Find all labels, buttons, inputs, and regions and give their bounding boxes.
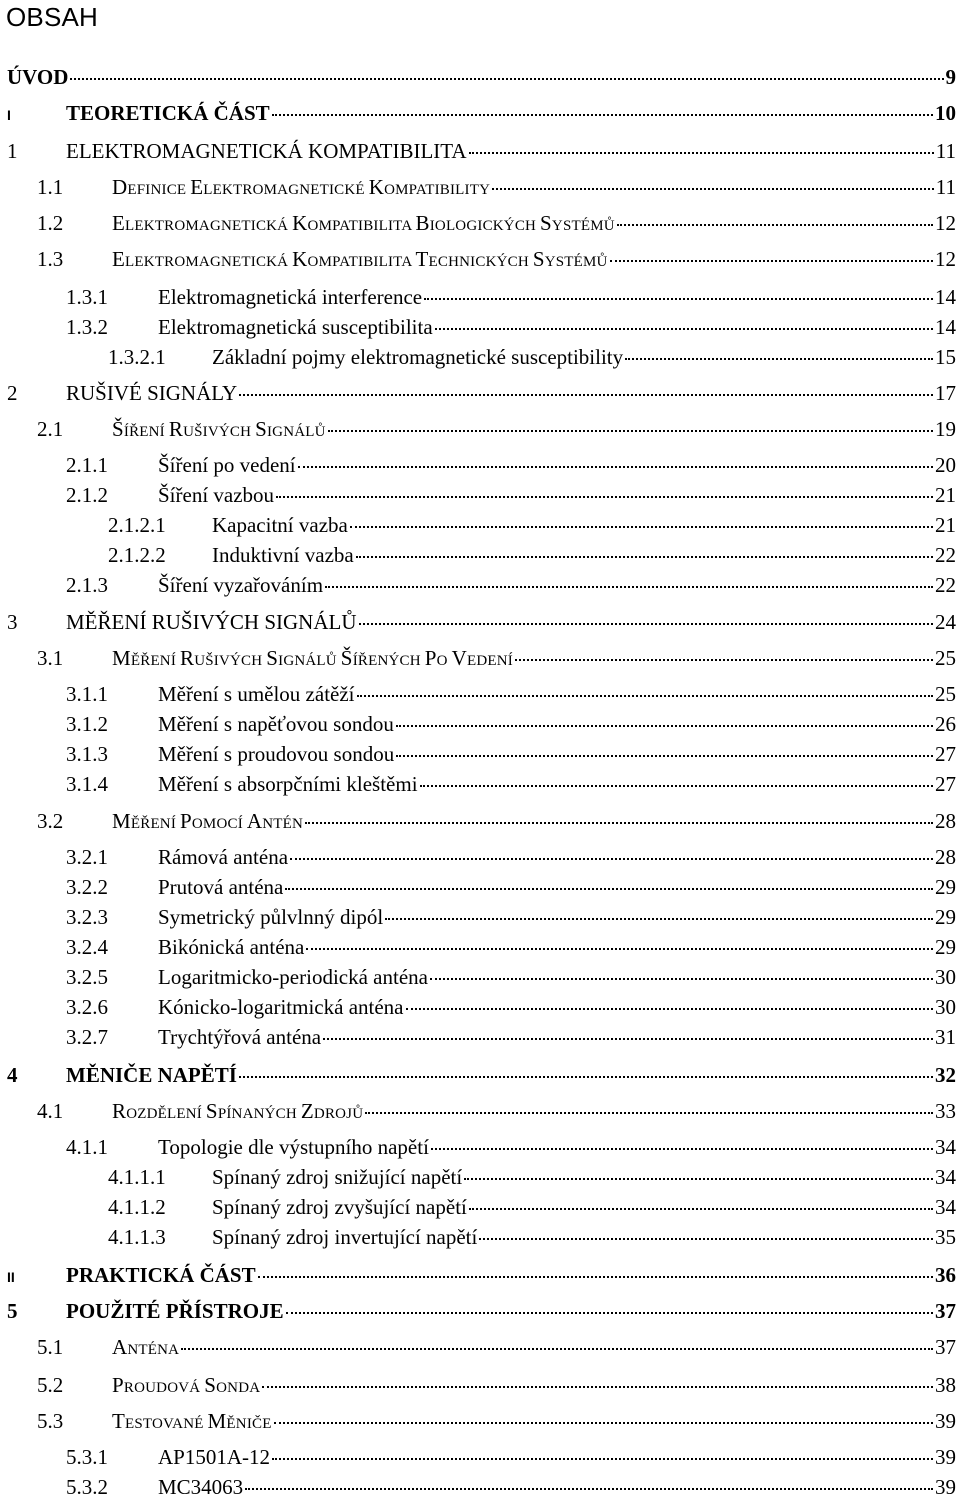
toc-entry-page: 35 [935,1225,956,1249]
dot-leader [181,1348,933,1350]
toc-entry[interactable] [37,806,956,836]
dot-leader [357,695,933,697]
toc-entry-title: Měření s proudovou sondou [158,742,395,766]
toc-entry[interactable] [7,378,956,408]
toc-entry-title: Šíření po vedení [158,453,296,477]
toc-entry-page: 12 [935,211,956,235]
toc-entry[interactable] [37,1096,956,1126]
dot-leader [617,224,933,226]
toc-entry-title: MC34063 [158,1475,244,1499]
toc-entry-page: 30 [935,965,956,989]
dot-leader [492,188,934,190]
toc-entry-page: 27 [935,742,956,766]
toc-entry-page: 36 [935,1263,956,1287]
toc-entry-page: 39 [935,1475,956,1499]
toc-entry-title: Měření s napěťovou sondou [158,712,394,736]
toc-entry[interactable] [7,62,956,92]
dot-leader [396,755,933,757]
dot-leader [323,1038,933,1040]
toc-entry-number: 2.1.2.2 [108,543,166,567]
toc-entry[interactable] [108,540,956,570]
toc-entry-number: 3.2.4 [66,935,108,959]
toc-entry-page: 34 [935,1165,956,1189]
toc-entry-page: 34 [935,1195,956,1219]
dot-leader [262,1386,933,1388]
toc-entry[interactable] [37,1332,956,1362]
toc-entry-title: Logaritmicko-periodická anténa [158,965,428,989]
toc-entry[interactable] [37,1406,956,1436]
dot-leader [610,260,933,262]
toc-entry-title: Topologie dle výstupního napětí [158,1135,429,1159]
toc-entry[interactable] [66,312,956,342]
toc-entry-page: 14 [935,285,956,309]
toc-entry-page: 22 [935,573,956,597]
toc-entry-page: 11 [935,139,956,163]
toc-entry-page: 24 [935,610,956,634]
toc-entry-title: Elektromagnetická susceptibilita [158,315,433,339]
dot-leader [469,1208,933,1210]
toc-entry-page: 31 [935,1025,956,1049]
toc-entry-page: 39 [935,1445,956,1469]
toc-entry[interactable] [108,1162,956,1192]
toc-entry-number: I [7,107,11,123]
toc-entry-page: 17 [935,381,956,405]
toc-entry-number: 1.3.2 [66,315,108,339]
toc-entry-number: 4.1.1 [66,1135,108,1159]
toc-entry[interactable] [66,992,956,1022]
toc-entry-page: 27 [935,772,956,796]
toc-entry-title: Spínaný zdroj invertující napětí [212,1225,478,1249]
dot-leader [328,430,933,432]
toc-entry-number: 3.2.3 [66,905,108,929]
toc-entry[interactable] [7,607,956,637]
dot-leader [359,623,933,625]
toc-entry-page: 38 [935,1373,956,1397]
toc-entry[interactable] [108,1192,956,1222]
toc-entry-number: 4 [7,1063,18,1087]
toc-entry-title: Rámová anténa [158,845,289,869]
page-title: OBSAH [6,2,99,32]
toc-entry-number: 2.1.2.1 [108,513,166,537]
toc-entry-number: 4.1.1.2 [108,1195,166,1219]
toc-entry[interactable] [108,342,956,372]
toc-entry-title: Kónicko-logaritmická anténa [158,995,404,1019]
dot-leader [239,1076,933,1078]
toc-entry-page: 33 [935,1099,956,1123]
toc-entry-title: Měření s umělou zátěží [158,682,355,706]
toc-entry-number: 1.1 [37,175,64,199]
toc-entry-title: MĚŘENÍ RUŠIVÝCH SIGNÁLŮ ŠÍŘENÝCH PO VEDENÍ [112,646,513,670]
dot-leader [272,114,933,116]
toc-entry-number: 3 [7,610,18,634]
toc-entry-number: 3.2.7 [66,1025,108,1049]
toc-entry-number: 2.1 [37,417,64,441]
toc-entry[interactable] [37,208,956,238]
toc-entry-title: Kapacitní vazba [212,513,348,537]
toc-entry-title: Prutová anténa [158,875,284,899]
toc-entry-page: 29 [935,905,956,929]
toc-entry-title: MĚŘENÍ POMOCÍ ANTÉN [112,809,304,833]
toc-entry-title: Šíření vazbou [158,483,275,507]
toc-entry-title: ELEKTROMAGNETICKÁ KOMPATIBILITA BIOLOGICKÝCH SYSTÉMŮ [112,211,615,235]
toc-entry-title: RUŠIVÉ SIGNÁLY [66,381,238,405]
dot-leader [70,78,943,80]
dot-leader [306,948,933,950]
toc-entry-title: Spínaný zdroj snižující napětí [212,1165,463,1189]
toc-entry[interactable] [7,1296,956,1326]
toc-entry[interactable] [66,480,956,510]
dot-leader [430,978,933,980]
toc-entry[interactable] [108,1222,956,1252]
dot-leader [290,858,933,860]
toc-entry-page: 34 [935,1135,956,1159]
toc-entry[interactable] [7,98,956,128]
toc-entry[interactable] [66,450,956,480]
dot-leader [435,328,933,330]
toc-entry-number: 3.2.1 [66,845,108,869]
toc-entry[interactable] [37,414,956,444]
toc-entry-number: 1.3 [37,247,64,271]
toc-entry-title: TESTOVANÉ MĚNIČE [112,1409,272,1433]
toc-entry-number: 1.3.2.1 [108,345,166,369]
dot-leader [272,1458,933,1460]
toc-entry[interactable] [66,842,956,872]
toc-entry-number: 5 [7,1299,18,1323]
toc-entry-title: TEORETICKÁ ČÁST [66,101,270,125]
toc-entry-page: 39 [935,1409,956,1433]
toc-entry-title: Symetrický půlvlnný dipól [158,905,384,929]
toc-entry-number: 2 [7,381,18,405]
toc-entry-title: Základní pojmy elektromagnetické susceptibility [212,345,624,369]
toc-entry-page: 21 [935,483,956,507]
dot-leader [298,466,933,468]
dot-leader [424,298,933,300]
toc-entry-title: MĚNIČE NAPĚTÍ [66,1063,237,1087]
toc-entry-number: 3.1.1 [66,682,108,706]
toc-entry-number: ÚVOD [7,65,69,89]
toc-entry[interactable] [66,1022,956,1052]
dot-leader [469,152,934,154]
dot-leader [258,1276,933,1278]
toc-entry[interactable] [66,902,956,932]
toc-entry-page: 20 [935,453,956,477]
toc-entry-page: 32 [935,1063,956,1087]
toc-entry[interactable] [108,510,956,540]
toc-entry[interactable] [37,643,956,673]
toc-entry-number: 3.2 [37,809,64,833]
toc-entry[interactable] [66,679,956,709]
toc-entry-number: 5.2 [37,1373,64,1397]
toc-entry-page: 25 [935,646,956,670]
dot-leader [350,526,933,528]
toc-entry-title: ROZDĚLENÍ SPÍNANÝCH ZDROJŮ [112,1099,364,1123]
toc-entry-number: 3.2.5 [66,965,108,989]
toc-entry-title: ELEKTROMAGNETICKÁ KOMPATIBILITA [66,139,467,163]
toc-entry-number: 1 [7,139,18,163]
dot-leader [479,1238,933,1240]
toc-entry[interactable] [66,570,956,600]
toc-entry[interactable] [66,769,956,799]
dot-leader [385,918,933,920]
dot-leader [325,586,933,588]
toc-entry[interactable] [66,709,956,739]
toc-entry[interactable] [37,1370,956,1400]
toc-entry-number: 3.1.3 [66,742,108,766]
toc-entry-title: Trychtýřová anténa [158,1025,322,1049]
toc-entry-number: 3.1.2 [66,712,108,736]
toc-entry-number: 3.2.2 [66,875,108,899]
toc-entry-page: 11 [935,175,956,199]
toc-entry[interactable] [66,962,956,992]
toc-entry-number: 3.2.6 [66,995,108,1019]
toc-entry[interactable] [37,244,956,274]
toc-entry-page: 22 [935,543,956,567]
toc-entry-title: Měření s absorpčními kleštěmi [158,772,418,796]
toc-entry-page: 19 [935,417,956,441]
toc-entry[interactable] [66,1132,956,1162]
toc-entry[interactable] [7,136,956,166]
toc-entry-page: 28 [935,845,956,869]
toc-entry-number: 5.3.1 [66,1445,108,1469]
toc-entry-title: Elektromagnetická interference [158,285,423,309]
toc-entry-title: Induktivní vazba [212,543,354,567]
dot-leader [396,725,933,727]
toc-entry-title: Šíření vyzařováním [158,573,324,597]
toc-entry-title: PROUDOVÁ SONDA [112,1373,261,1397]
toc-entry[interactable] [66,932,956,962]
dot-leader [285,888,933,890]
toc-entry-title: ANTÉNA [112,1335,180,1359]
toc-entry-title: Spínaný zdroj zvyšující napětí [212,1195,467,1219]
toc-entry-number: 4.1.1.1 [108,1165,166,1189]
toc-entry-title: ELEKTROMAGNETICKÁ KOMPATIBILITA TECHNICKÝCH SYSTÉMŮ [112,247,608,271]
toc-entry-page: 28 [935,809,956,833]
toc-entry-title: POUŽITÉ PŘÍSTROJE [66,1299,284,1323]
toc-entry[interactable] [7,1260,956,1290]
dot-leader [305,822,933,824]
toc-entry-number: 1.3.1 [66,285,108,309]
toc-entry-page: 30 [935,995,956,1019]
toc-entry-page: 29 [935,935,956,959]
toc-entry[interactable] [66,739,956,769]
toc-entry-number: II [7,1269,15,1285]
toc-entry-number: 3.1 [37,646,64,670]
toc-entry-page: 37 [935,1335,956,1359]
dot-leader [625,358,933,360]
toc-entry-page: 9 [945,65,956,89]
toc-entry-page: 26 [935,712,956,736]
toc-entry-number: 5.3 [37,1409,64,1433]
toc-entry-page: 15 [935,345,956,369]
toc-entry-number: 3.1.4 [66,772,108,796]
dot-leader [276,496,933,498]
toc-entry[interactable] [66,872,956,902]
dot-leader [406,1008,934,1010]
dot-leader [515,659,933,661]
dot-leader [356,556,933,558]
toc-entry-page: 25 [935,682,956,706]
dot-leader [431,1148,933,1150]
toc-entry-number: 2.1.2 [66,483,108,507]
toc-entry-number: 4.1.1.3 [108,1225,166,1249]
toc-entry-number: 2.1.1 [66,453,108,477]
toc-entry-page: 14 [935,315,956,339]
toc-entry-number: 2.1.3 [66,573,108,597]
toc-entry-page: 12 [935,247,956,271]
toc-entry-title: PRAKTICKÁ ČÁST [66,1263,256,1287]
dot-leader [464,1178,933,1180]
dot-leader [365,1112,933,1114]
toc-entry-page: 37 [935,1299,956,1323]
toc-entry-title: ŠÍŘENÍ RUŠIVÝCH SIGNÁLŮ [112,417,326,441]
toc-entry-page: 29 [935,875,956,899]
toc-entry-title: AP1501A-12 [158,1445,271,1469]
toc-entry-number: 4.1 [37,1099,64,1123]
toc-entry[interactable] [66,1442,956,1472]
toc-entry-title: MĚŘENÍ RUŠIVÝCH SIGNÁLŮ [66,610,357,634]
toc-entry-number: 5.1 [37,1335,64,1359]
toc-entry-title: DEFINICE ELEKTROMAGNETICKÉ KOMPATIBILITY [112,175,491,199]
toc-entry-number: 5.3.2 [66,1475,108,1499]
toc-entry-title: Bikónická anténa [158,935,305,959]
toc-entry[interactable] [7,1060,956,1090]
toc-entry[interactable] [66,282,956,312]
dot-leader [286,1312,933,1314]
dot-leader [274,1422,933,1424]
toc-entry[interactable] [37,172,956,202]
dot-leader [245,1488,933,1490]
toc-entry-number: 1.2 [37,211,64,235]
dot-leader [239,394,933,396]
dot-leader [420,785,933,787]
toc-entry-page: 10 [935,101,956,125]
toc-entry-page: 21 [935,513,956,537]
